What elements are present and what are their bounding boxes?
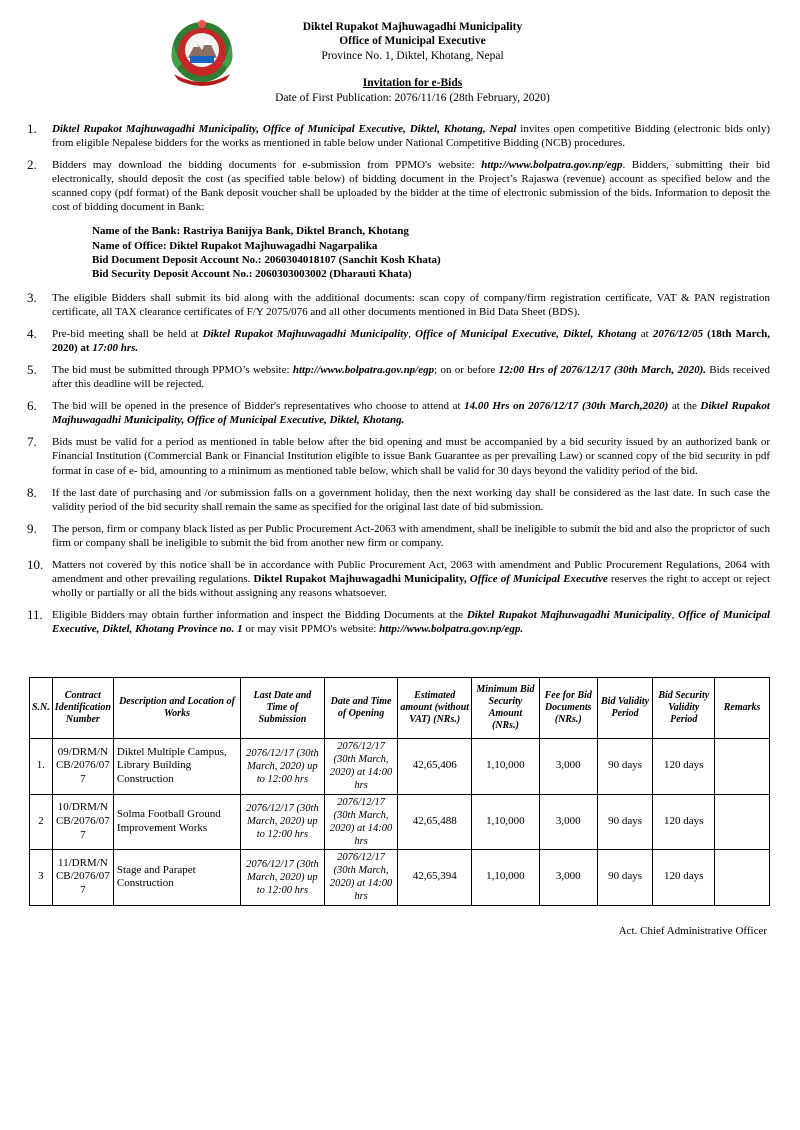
column-header: Remarks xyxy=(715,678,770,739)
paragraph-8: 8. If the last date of purchasing and /or submission falls on a government holiday, then the next working day shall be considered as the last date. In such case the validity period of the bid security shall remain the same as specified for the original last date of bid submission. xyxy=(27,484,770,513)
ppmo-link[interactable]: http://www.bolpatra.gov.np/egp xyxy=(292,364,435,377)
ppmo-link[interactable]: http://www.bolpatra.gov.np/egp xyxy=(481,159,623,172)
table-cell: 42,65,406 xyxy=(398,739,472,795)
paragraph-3: 3. The eligible Bidders shall submit its bid along with the additional documents: scan copy of company/firm registration certificate, VAT & PAN registration certificate, all TAX clearance certificates of F/Y 2075/076 and all other documents mentioned in Bid Data Sheet (BDS). xyxy=(27,289,770,318)
table-cell xyxy=(715,739,770,795)
office-name: Office of Municipal Executive xyxy=(339,35,486,48)
office-address: Province No. 1, Diktel, Khotang, Nepal xyxy=(321,49,504,62)
table-cell: Stage and Parapet Construction xyxy=(113,850,240,906)
paragraph-7: 7. Bids must be valid for a period as mentioned in table below after the bid opening and must be accompanied by a bid security issued by an authorized bank or Financial Institution (Commercial Bank or Financial Institution eligible to issue Bank Guarantee as per prevailing Law) or scanned copy of the bid security in pdf format in case of e- bid, amounting to a minimum as mentioned table below, which shall be valid for 30 days beyond the validity period of the bid. xyxy=(27,434,770,477)
table-cell: 42,65,394 xyxy=(398,850,472,906)
table-cell: 1,10,000 xyxy=(472,739,540,795)
table-cell: 2076/12/17 (30th March, 2020) at 14:00 hrs xyxy=(324,739,398,795)
table-cell: 3,000 xyxy=(539,850,597,906)
column-header: Description and Location of Works xyxy=(113,678,240,739)
paragraph-4: 4. Pre-bid meeting shall be held at Diktel Rupakot Majhuwagadhi Municipality, Office of Municipal Executive, Diktel, Khotang at 2076/12/05 (18th March, 2020) at 17:00 hrs. xyxy=(27,325,770,355)
table-cell: 2 xyxy=(30,794,53,850)
bids-table xyxy=(29,677,770,906)
table-cell: 90 days xyxy=(597,739,653,795)
table-cell: 3 xyxy=(30,850,53,906)
table-cell: 3,000 xyxy=(539,739,597,795)
paragraph-1: 1. Diktel Rupakot Majhuwagadhi Municipality, Office of Municipal Executive, Diktel, Khotang, Nepal invites open competitive Bidding (electronic bids only) from eligible Nepalese bidders for the works as mentioned in table below under National Competitive Bidding (NCB) procedures. xyxy=(27,121,771,150)
table-cell: 1,10,000 xyxy=(472,794,540,850)
table-header-row xyxy=(30,678,770,739)
column-header: Date and Time of Opening xyxy=(324,678,398,739)
table-cell: 1,10,000 xyxy=(472,850,540,906)
paragraph-11: 11. Eligible Bidders may obtain further information and inspect the Bidding Documents at the Diktel Rupakot Majhuwagadhi Municipality, Office of Municipal Executive, Diktel, Khotang Province no. 1 or may visit PPMO's website: http://www.bolpatra.gov.np/egp. xyxy=(27,607,771,636)
table-cell: 120 days xyxy=(653,850,715,906)
notice-body xyxy=(27,122,770,644)
table-cell: 2076/12/17 (30th March, 2020) up to 12:00 hrs xyxy=(241,739,325,795)
column-header: Minimum Bid Security Amount (NRs.) xyxy=(472,678,540,739)
table-cell: 2076/12/17 (30th March, 2020) up to 12:00 hrs xyxy=(241,794,325,850)
table-cell: 2076/12/17 (30th March, 2020) at 14:00 hrs xyxy=(324,794,398,850)
table-cell: Solma Football Ground Improvement Works xyxy=(113,794,240,850)
column-header: Bid Security Validity Period xyxy=(653,678,715,739)
paragraph-2: 2. Bidders may download the bidding documents for e-submission from PPMO's website: http://www.bolpatra.gov.np/egp. Bidders, submitting their bid electronically, should deposit the cost (as specified table below) of bidding document in the Project’s Rajaswa (revenue) account as specified below and the scanned copy (pdf format) of the Bank deposit voucher shall be uploaded by the bidder at the time of electronic submission of the bids. Information to deposit the cost of bidding document in Bank: Name of the Bank: Rastriya Banijya Bank, Diktel Branch, Khotang Name of Office: Diktel Rupakot Majhuwagadhi Nagarpalika Bid Document Deposit Account No.: 2060304018107 (Sanchit Kosh Khata) Bid Security Deposit Account No.: 2060303003002 (Dharauti Khata) xyxy=(27,157,770,280)
table-row xyxy=(30,739,770,795)
table-cell: 10/DRM/NCB/2076/077 xyxy=(52,794,113,850)
table-cell: 120 days xyxy=(653,794,715,850)
column-header: Bid Validity Period xyxy=(597,678,653,739)
table-cell: 09/DRM/NCB/2076/077 xyxy=(52,739,113,795)
paragraph-6: 6. The bid will be opened in the presence of Bidder's representatives who choose to attend at 14.00 Hrs on 2076/12/17 (30th March,2020) at the Diktel Rupakot Majhuwagadhi Municipality, Office of Municipal Executive, Diktel, Khotang. xyxy=(27,398,770,427)
table-cell: 1. xyxy=(30,739,53,795)
table-cell: 42,65,488 xyxy=(398,794,472,850)
paragraph-10: 10. Matters not covered by this notice shall be in accordance with Public Procurement Act, 2063 with amendment and Public Procurement Regulations, 2064 with amendment and other prevailing regulations. Diktel Rupakot Majhuwagadhi Municipality, Office of Municipal Executive reserves the right to accept or reject wholly or partially or all the bids without assigning any reasons whatsoever. xyxy=(27,556,770,600)
paragraph-5: 5. The bid must be submitted through PPMO’s website: http://www.bolpatra.gov.np/egp; on or before 12:00 Hrs of 2076/12/17 (30th March, 2020). Bids received after this deadline will be rejected. xyxy=(27,362,770,391)
table-cell: 2076/12/17 (30th March, 2020) at 14:00 hrs xyxy=(324,850,398,906)
table-cell: 90 days xyxy=(597,794,653,850)
column-header: Last Date and Time of Submission xyxy=(241,678,325,739)
ppmo-link[interactable]: http://www.bolpatra.gov.np/egp. xyxy=(379,623,524,636)
notice-title: Invitation for e-Bids xyxy=(362,77,463,90)
table-row xyxy=(30,794,770,850)
municipality-name: Diktel Rupakot Majhuwagadhi Municipality xyxy=(302,21,523,33)
publication-date: Date of First Publication: 2076/11/16 (28th February, 2020) xyxy=(275,91,550,104)
table-row xyxy=(30,850,770,906)
column-header: Contract Identification Number xyxy=(52,678,113,739)
table-cell: Diktel Multiple Campus, Library Building Construction xyxy=(113,739,240,795)
column-header: Estimated amount (without VAT) (NRs.) xyxy=(398,678,472,739)
table-cell: 90 days xyxy=(597,850,653,906)
signatory-title: Act. Chief Administrative Officer xyxy=(618,925,767,937)
table-cell: 2076/12/17 (30th March, 2020) up to 12:00 hrs xyxy=(241,850,325,906)
table-cell: 120 days xyxy=(653,739,715,795)
document-header xyxy=(200,20,625,105)
table-cell: 11/DRM/NCB/2076/077 xyxy=(52,850,113,906)
bank-details: Name of the Bank: Rastriya Banijya Bank, Diktel Branch, Khotang Name of Office: Diktel Rupakot Majhuwagadhi Nagarpalika Bid Document Deposit Account No.: 2060304018107 (Sanchit Kosh Khata) Bid Security Deposit Account No.: 2060303003002 (Dharauti Khata) xyxy=(92,225,441,280)
table-cell xyxy=(715,850,770,906)
table-cell xyxy=(715,794,770,850)
table-cell: 3,000 xyxy=(539,794,597,850)
column-header: Fee for Bid Documents (NRs.) xyxy=(539,678,597,739)
paragraph-9: 9. The person, firm or company black listed as per Public Procurement Act-2063 with amendment, shall be ineligible to submit the bid and also the proprictor of such firm or company shall be ineligible to submit the bid from another new firm or company. xyxy=(27,520,770,549)
column-header: S.N. xyxy=(30,678,53,739)
